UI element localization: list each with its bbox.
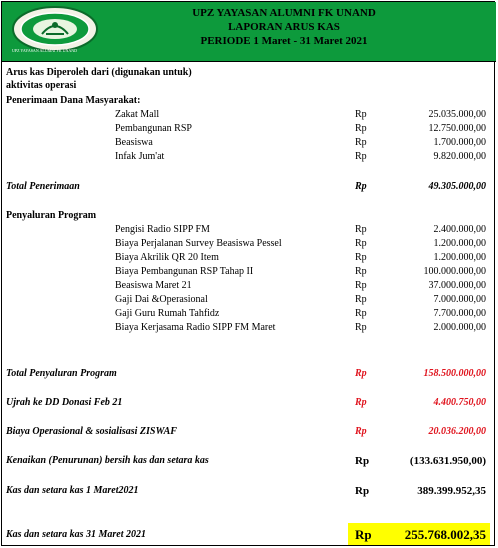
closing-balance-amount: 255.768.002,35 [404, 527, 486, 542]
operational-currency: Rp [355, 426, 367, 437]
report-header [2, 2, 496, 62]
program-label: Biaya Akrilik QR 20 Item [115, 252, 219, 263]
total-program-label: Total Penyaluran Program [6, 368, 117, 379]
program-currency: Rp [355, 238, 367, 249]
program-label: Gaji Guru Rumah Tahfidz [115, 308, 220, 319]
program-currency: Rp [355, 294, 367, 305]
program-label: Gaji Dai &Operasional [115, 294, 208, 305]
receipt-currency: Rp [355, 109, 367, 120]
opening-balance-amount: 389.399.952,35 [417, 485, 486, 497]
closing-balance-label: Kas dan setara kas 31 Maret 2021 [6, 529, 147, 540]
intro-line-2: aktivitas operasi [6, 80, 77, 91]
total-receipts-label: Total Penerimaan [6, 181, 80, 192]
ujrah-label: Ujrah ke DD Donasi Feb 21 [6, 397, 123, 408]
org-name: UPZ YAYASAN ALUMNI FK UNAND [192, 7, 376, 19]
ujrah-currency: Rp [355, 397, 367, 408]
program-currency: Rp [355, 322, 367, 333]
program-amount: 1.200.000,00 [433, 238, 486, 249]
program-heading: Penyaluran Program [6, 210, 97, 221]
receipt-currency: Rp [355, 123, 367, 134]
receipt-currency: Rp [355, 151, 367, 162]
program-amount: 100.000.000,00 [423, 266, 486, 277]
receipts-heading: Penerimaan Dana Masyarakat: [6, 95, 141, 106]
program-amount: 1.200.000,00 [433, 252, 486, 263]
net-change-currency: Rp [355, 455, 370, 467]
opening-balance-currency: Rp [355, 485, 370, 497]
total-receipts-amount: 49.305.000,00 [428, 181, 486, 192]
cash-flow-report [1, 1, 495, 546]
receipt-amount: 12.750.000,00 [428, 123, 486, 134]
program-amount: 7.000.000,00 [433, 294, 486, 305]
closing-balance-currency: Rp [355, 527, 372, 542]
ujrah-amount: 4.400.750,00 [433, 397, 486, 408]
program-amount: 7.700.000,00 [433, 308, 486, 319]
receipt-label: Zakat Mall [115, 109, 160, 120]
program-currency: Rp [355, 266, 367, 277]
program-currency: Rp [355, 280, 367, 291]
program-amount: 2.400.000,00 [433, 224, 486, 235]
receipt-amount: 9.820.000,00 [433, 151, 486, 162]
opening-balance-label: Kas dan setara kas 1 Maret2021 [6, 485, 139, 496]
program-label: Beasiswa Maret 21 [115, 280, 192, 291]
program-currency: Rp [355, 224, 367, 235]
receipt-label: Beasiswa [115, 137, 153, 148]
logo-caption: UPZ YAYASAN ALUMNI FK UNAND [12, 48, 78, 53]
program-label: Pengisi Radio SIPP FM [115, 224, 210, 235]
operational-label: Biaya Operasional & sosialisasi ZISWAF [6, 426, 177, 437]
report-title [112, 6, 456, 48]
total-program-currency: Rp [355, 368, 367, 379]
intro-line-1: Arus kas Diperoleh dari (digunakan untuk) [6, 67, 192, 78]
program-currency: Rp [355, 252, 367, 263]
total-receipts-currency: Rp [355, 181, 367, 192]
receipt-label: Pembangunan RSP [115, 123, 192, 134]
net-change-amount: (133.631.950,00) [409, 455, 486, 467]
net-change-label: Kenaikan (Penurunan) bersih kas dan setara kas [6, 455, 209, 466]
receipt-label: Infak Jum'at [115, 151, 165, 162]
report-period: PERIODE 1 Maret - 31 Maret 2021 [200, 35, 368, 47]
operational-amount: 20.036.200,00 [428, 426, 486, 437]
program-amount: 2.000.000,00 [433, 322, 486, 333]
receipt-amount: 1.700.000,00 [433, 137, 486, 148]
program-label: Biaya Kerjasama Radio SIPP FM Maret [115, 322, 276, 333]
report-name: LAPORAN ARUS KAS [228, 21, 340, 33]
receipt-currency: Rp [355, 137, 367, 148]
total-program-amount: 158.500.000,00 [423, 368, 486, 379]
receipt-amount: 25.035.000,00 [428, 109, 486, 120]
program-label: Biaya Perjalanan Survey Beasiswa Pessel [115, 238, 282, 249]
program-currency: Rp [355, 308, 367, 319]
program-amount: 37.000.000,00 [428, 280, 486, 291]
program-label: Biaya Pembangunan RSP Tahap II [115, 266, 254, 277]
